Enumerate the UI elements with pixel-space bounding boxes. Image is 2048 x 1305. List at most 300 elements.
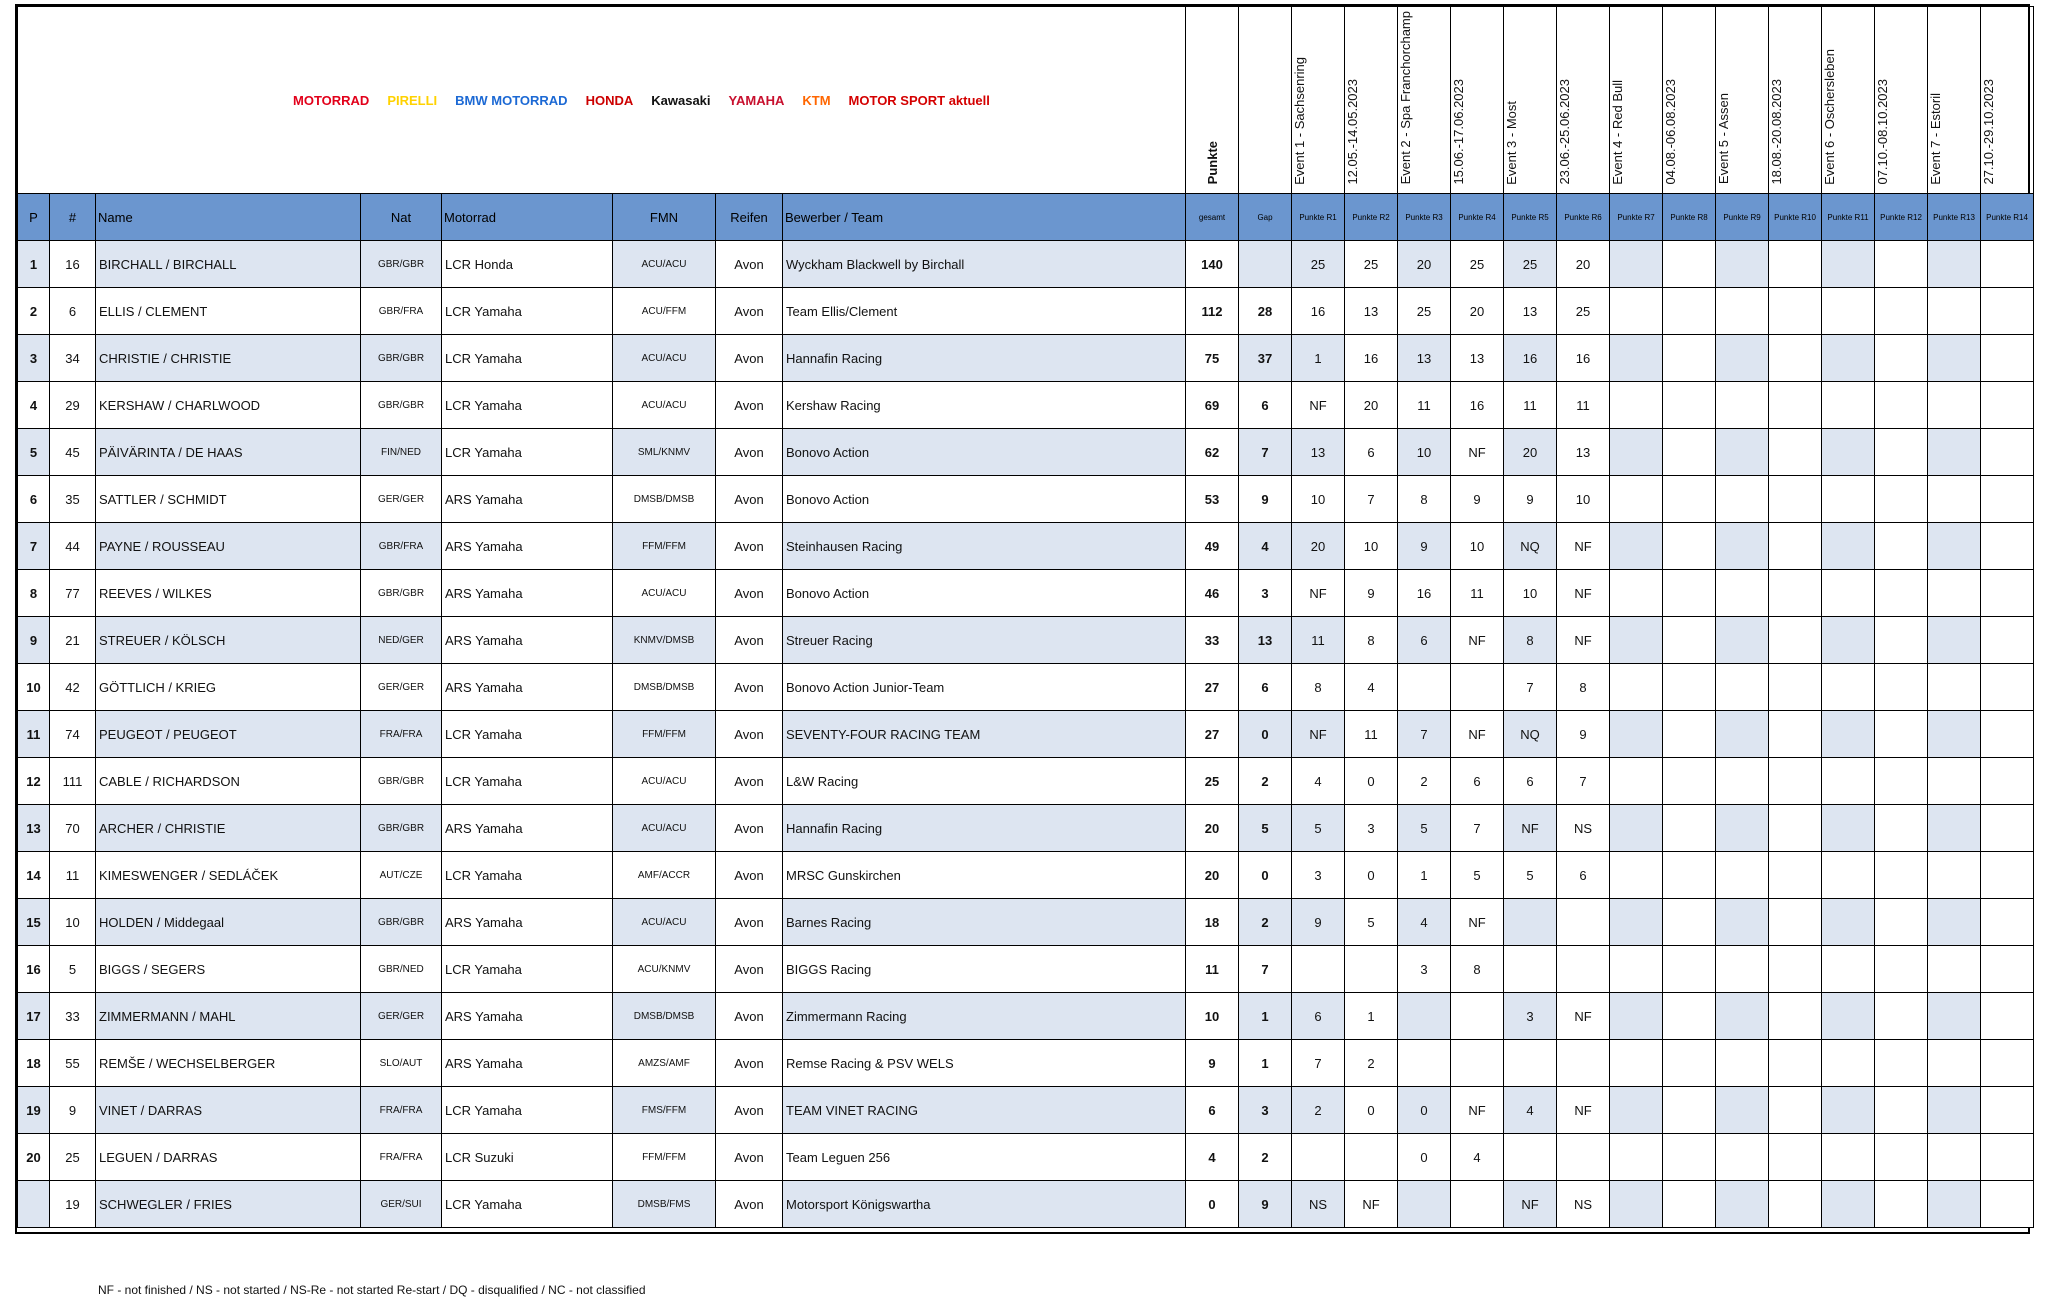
cell-p: 13 (18, 805, 50, 852)
table-row (18, 805, 2034, 852)
cell-team: MRSC Gunskirchen (783, 852, 1186, 899)
cell-nat: GER/SUI (361, 1181, 442, 1228)
cell-race-4: 4 (1451, 1134, 1504, 1181)
cell-race-7 (1610, 993, 1663, 1040)
cell-p: 10 (18, 664, 50, 711)
cell-nat: GER/GER (361, 476, 442, 523)
cell-p: 12 (18, 758, 50, 805)
cell-team: Remse Racing & PSV WELS (783, 1040, 1186, 1087)
cell-race-9 (1716, 335, 1769, 382)
cell-race-4: 13 (1451, 335, 1504, 382)
cell-race-7 (1610, 758, 1663, 805)
sponsor-logo: MOTORRAD (293, 92, 370, 108)
cell-tyre: Avon (716, 1040, 783, 1087)
cell-num: 33 (50, 993, 96, 1040)
cell-nat: GBR/GBR (361, 335, 442, 382)
cell-race-5: NQ (1504, 523, 1557, 570)
cell-name: REEVES / WILKES (96, 570, 361, 617)
cell-total: 69 (1186, 382, 1239, 429)
col-gap: Gap (1239, 194, 1292, 241)
cell-race-5: 9 (1504, 476, 1557, 523)
cell-race-14 (1981, 993, 2034, 1040)
cell-gap: 3 (1239, 570, 1292, 617)
cell-race-12 (1875, 523, 1928, 570)
cell-race-8 (1663, 852, 1716, 899)
cell-total: 62 (1186, 429, 1239, 476)
event-1-name: Event 1 - Sachsenring (1292, 7, 1345, 194)
cell-race-10 (1769, 946, 1822, 993)
cell-race-8 (1663, 288, 1716, 335)
col-race-10: Punkte R10 (1769, 194, 1822, 241)
cell-num: 44 (50, 523, 96, 570)
cell-num: 111 (50, 758, 96, 805)
cell-gap (1239, 241, 1292, 288)
cell-gap: 2 (1239, 1134, 1292, 1181)
cell-race-13 (1928, 241, 1981, 288)
cell-race-11 (1822, 288, 1875, 335)
cell-race-2 (1345, 1134, 1398, 1181)
cell-race-12 (1875, 335, 1928, 382)
cell-race-11 (1822, 241, 1875, 288)
cell-race-3: 25 (1398, 288, 1451, 335)
cell-race-12 (1875, 852, 1928, 899)
cell-race-14 (1981, 382, 2034, 429)
cell-race-1: NS (1292, 1181, 1345, 1228)
cell-name: KIMESWENGER / SEDLÁČEK (96, 852, 361, 899)
cell-name: HOLDEN / Middegaal (96, 899, 361, 946)
sponsor-logos (18, 7, 1186, 194)
cell-name: GÖTTLICH / KRIEG (96, 664, 361, 711)
cell-p: 15 (18, 899, 50, 946)
cell-gap: 7 (1239, 946, 1292, 993)
cell-race-2: 11 (1345, 711, 1398, 758)
cell-race-9 (1716, 711, 1769, 758)
col-fmn: FMN (613, 194, 716, 241)
cell-bike: LCR Yamaha (442, 758, 613, 805)
cell-fmn: ACU/ACU (613, 758, 716, 805)
cell-race-3: 9 (1398, 523, 1451, 570)
col-race-5: Punkte R5 (1504, 194, 1557, 241)
cell-nat: GBR/GBR (361, 805, 442, 852)
cell-race-13 (1928, 946, 1981, 993)
cell-name: KERSHAW / CHARLWOOD (96, 382, 361, 429)
cell-fmn: ACU/ACU (613, 335, 716, 382)
cell-p: 7 (18, 523, 50, 570)
cell-total: 6 (1186, 1087, 1239, 1134)
cell-race-1: 2 (1292, 1087, 1345, 1134)
cell-p: 9 (18, 617, 50, 664)
cell-race-2: 8 (1345, 617, 1398, 664)
cell-tyre: Avon (716, 288, 783, 335)
cell-bike: LCR Yamaha (442, 382, 613, 429)
cell-race-8 (1663, 946, 1716, 993)
cell-race-5: NF (1504, 1181, 1557, 1228)
cell-nat: NED/GER (361, 617, 442, 664)
cell-race-10 (1769, 852, 1822, 899)
event-4-name: Event 4 - Red Bull (1610, 7, 1663, 194)
cell-race-5: 4 (1504, 1087, 1557, 1134)
cell-race-1 (1292, 946, 1345, 993)
col-name: Name (96, 194, 361, 241)
cell-race-4: 10 (1451, 523, 1504, 570)
cell-race-13 (1928, 1181, 1981, 1228)
cell-race-7 (1610, 570, 1663, 617)
cell-nat: GBR/GBR (361, 382, 442, 429)
event-6-name: Event 6 - Oschersleben (1822, 7, 1875, 194)
cell-race-10 (1769, 993, 1822, 1040)
cell-p: 5 (18, 429, 50, 476)
cell-race-14 (1981, 899, 2034, 946)
cell-race-7 (1610, 335, 1663, 382)
cell-fmn: ACU/ACU (613, 570, 716, 617)
cell-race-10 (1769, 664, 1822, 711)
col-total: gesamt (1186, 194, 1239, 241)
cell-race-7 (1610, 852, 1663, 899)
cell-tyre: Avon (716, 993, 783, 1040)
cell-race-10 (1769, 1040, 1822, 1087)
cell-race-12 (1875, 1134, 1928, 1181)
cell-name: PAYNE / ROUSSEAU (96, 523, 361, 570)
cell-race-5 (1504, 899, 1557, 946)
cell-race-2: 16 (1345, 335, 1398, 382)
cell-nat: GBR/GBR (361, 758, 442, 805)
cell-team: Wyckham Blackwell by Birchall (783, 241, 1186, 288)
cell-race-6: 8 (1557, 664, 1610, 711)
cell-race-11 (1822, 1040, 1875, 1087)
cell-race-3: 4 (1398, 899, 1451, 946)
cell-fmn: SML/KNMV (613, 429, 716, 476)
cell-race-14 (1981, 1087, 2034, 1134)
cell-race-2: 20 (1345, 382, 1398, 429)
cell-race-1: 6 (1292, 993, 1345, 1040)
event-7-date: 27.10.-29.10.2023 (1981, 7, 2034, 194)
cell-tyre: Avon (716, 1087, 783, 1134)
cell-race-13 (1928, 335, 1981, 382)
cell-race-10 (1769, 523, 1822, 570)
cell-race-11 (1822, 852, 1875, 899)
cell-gap: 5 (1239, 805, 1292, 852)
event-5-date: 18.08.-20.08.2023 (1769, 7, 1822, 194)
cell-fmn: FFM/FFM (613, 1134, 716, 1181)
cell-race-4: 20 (1451, 288, 1504, 335)
cell-race-1: 9 (1292, 899, 1345, 946)
cell-num: 11 (50, 852, 96, 899)
cell-fmn: ACU/FFM (613, 288, 716, 335)
cell-num: 35 (50, 476, 96, 523)
cell-race-3 (1398, 1040, 1451, 1087)
cell-num: 70 (50, 805, 96, 852)
cell-nat: GBR/NED (361, 946, 442, 993)
cell-race-7 (1610, 1181, 1663, 1228)
cell-race-13 (1928, 429, 1981, 476)
col-race-6: Punkte R6 (1557, 194, 1610, 241)
cell-name: ZIMMERMANN / MAHL (96, 993, 361, 1040)
cell-race-3 (1398, 664, 1451, 711)
col-race-12: Punkte R12 (1875, 194, 1928, 241)
punkte-header: Punkte (1186, 7, 1239, 194)
cell-race-11 (1822, 570, 1875, 617)
cell-race-7 (1610, 805, 1663, 852)
cell-race-4 (1451, 1181, 1504, 1228)
cell-race-12 (1875, 758, 1928, 805)
cell-num: 16 (50, 241, 96, 288)
col-race-11: Punkte R11 (1822, 194, 1875, 241)
cell-p: 3 (18, 335, 50, 382)
cell-race-5: NQ (1504, 711, 1557, 758)
cell-race-14 (1981, 1134, 2034, 1181)
cell-bike: LCR Honda (442, 241, 613, 288)
cell-race-1 (1292, 1134, 1345, 1181)
cell-num: 34 (50, 335, 96, 382)
cell-race-9 (1716, 1087, 1769, 1134)
cell-race-11 (1822, 617, 1875, 664)
cell-race-11 (1822, 476, 1875, 523)
cell-gap: 2 (1239, 899, 1292, 946)
cell-race-7 (1610, 899, 1663, 946)
cell-race-10 (1769, 1134, 1822, 1181)
cell-race-9 (1716, 570, 1769, 617)
cell-tyre: Avon (716, 523, 783, 570)
cell-race-13 (1928, 1134, 1981, 1181)
cell-team: Bonovo Action (783, 429, 1186, 476)
col-race-8: Punkte R8 (1663, 194, 1716, 241)
cell-fmn: FFM/FFM (613, 711, 716, 758)
cell-race-6: 7 (1557, 758, 1610, 805)
cell-race-10 (1769, 335, 1822, 382)
cell-race-3: 5 (1398, 805, 1451, 852)
cell-gap: 1 (1239, 993, 1292, 1040)
cell-race-4: NF (1451, 617, 1504, 664)
cell-tyre: Avon (716, 946, 783, 993)
cell-race-10 (1769, 570, 1822, 617)
cell-team: BIGGS Racing (783, 946, 1186, 993)
cell-gap: 0 (1239, 711, 1292, 758)
cell-race-13 (1928, 664, 1981, 711)
cell-fmn: ACU/ACU (613, 382, 716, 429)
cell-team: L&W Racing (783, 758, 1186, 805)
cell-total: 33 (1186, 617, 1239, 664)
cell-race-13 (1928, 899, 1981, 946)
cell-race-3: 2 (1398, 758, 1451, 805)
cell-tyre: Avon (716, 335, 783, 382)
cell-race-7 (1610, 617, 1663, 664)
cell-total: 53 (1186, 476, 1239, 523)
table-row (18, 570, 2034, 617)
cell-race-14 (1981, 1040, 2034, 1087)
cell-team: Team Ellis/Clement (783, 288, 1186, 335)
cell-nat: GBR/FRA (361, 523, 442, 570)
cell-race-12 (1875, 664, 1928, 711)
cell-race-8 (1663, 711, 1716, 758)
standings-sheet (15, 4, 2030, 1234)
table-row (18, 429, 2034, 476)
cell-race-9 (1716, 241, 1769, 288)
cell-race-6: 25 (1557, 288, 1610, 335)
cell-total: 49 (1186, 523, 1239, 570)
cell-race-1: 8 (1292, 664, 1345, 711)
cell-tyre: Avon (716, 758, 783, 805)
cell-race-3: 0 (1398, 1087, 1451, 1134)
cell-num: 74 (50, 711, 96, 758)
cell-race-8 (1663, 476, 1716, 523)
cell-race-4 (1451, 993, 1504, 1040)
col-p: P (18, 194, 50, 241)
cell-p: 1 (18, 241, 50, 288)
cell-team: Hannafin Racing (783, 805, 1186, 852)
cell-race-14 (1981, 1181, 2034, 1228)
cell-race-6: 16 (1557, 335, 1610, 382)
cell-tyre: Avon (716, 664, 783, 711)
cell-num: 21 (50, 617, 96, 664)
cell-race-10 (1769, 429, 1822, 476)
cell-race-13 (1928, 758, 1981, 805)
event-2-name: Event 2 - Spa Franchorchamp (1398, 7, 1451, 194)
cell-race-8 (1663, 805, 1716, 852)
cell-race-2: 3 (1345, 805, 1398, 852)
cell-race-3: 3 (1398, 946, 1451, 993)
cell-fmn: AMZS/AMF (613, 1040, 716, 1087)
cell-race-10 (1769, 288, 1822, 335)
cell-fmn: DMSB/DMSB (613, 476, 716, 523)
cell-p: 20 (18, 1134, 50, 1181)
cell-num: 10 (50, 899, 96, 946)
column-header-row (18, 194, 2034, 241)
cell-gap: 6 (1239, 382, 1292, 429)
cell-nat: FIN/NED (361, 429, 442, 476)
cell-race-12 (1875, 241, 1928, 288)
cell-race-11 (1822, 335, 1875, 382)
sponsor-logo: PIRELLI (387, 92, 438, 108)
table-row (18, 617, 2034, 664)
cell-race-13 (1928, 523, 1981, 570)
cell-p (18, 1181, 50, 1228)
cell-race-14 (1981, 523, 2034, 570)
cell-race-1: 11 (1292, 617, 1345, 664)
cell-race-2: 13 (1345, 288, 1398, 335)
cell-fmn: DMSB/FMS (613, 1181, 716, 1228)
cell-team: TEAM VINET RACING (783, 1087, 1186, 1134)
cell-race-13 (1928, 288, 1981, 335)
cell-race-1: 3 (1292, 852, 1345, 899)
cell-bike: ARS Yamaha (442, 570, 613, 617)
col-race-2: Punkte R2 (1345, 194, 1398, 241)
cell-nat: GBR/GBR (361, 570, 442, 617)
cell-num: 9 (50, 1087, 96, 1134)
cell-total: 27 (1186, 711, 1239, 758)
cell-race-5 (1504, 1040, 1557, 1087)
cell-race-12 (1875, 711, 1928, 758)
cell-race-3: 13 (1398, 335, 1451, 382)
cell-race-1: 25 (1292, 241, 1345, 288)
sponsor-logo: YAMAHA (728, 92, 785, 108)
cell-p: 16 (18, 946, 50, 993)
cell-race-10 (1769, 476, 1822, 523)
cell-tyre: Avon (716, 241, 783, 288)
cell-race-14 (1981, 758, 2034, 805)
cell-race-6: NF (1557, 993, 1610, 1040)
table-row (18, 711, 2034, 758)
cell-race-4: 16 (1451, 382, 1504, 429)
cell-race-6: NS (1557, 805, 1610, 852)
cell-race-1: NF (1292, 711, 1345, 758)
cell-num: 5 (50, 946, 96, 993)
cell-total: 112 (1186, 288, 1239, 335)
cell-race-9 (1716, 758, 1769, 805)
table-row (18, 523, 2034, 570)
cell-num: 6 (50, 288, 96, 335)
cell-race-5: 13 (1504, 288, 1557, 335)
cell-race-11 (1822, 993, 1875, 1040)
cell-nat: GBR/GBR (361, 899, 442, 946)
cell-race-7 (1610, 946, 1663, 993)
cell-race-7 (1610, 1087, 1663, 1134)
cell-name: VINET / DARRAS (96, 1087, 361, 1134)
table-row (18, 1040, 2034, 1087)
cell-race-5: 20 (1504, 429, 1557, 476)
cell-race-5: 3 (1504, 993, 1557, 1040)
cell-race-10 (1769, 711, 1822, 758)
cell-race-1: 5 (1292, 805, 1345, 852)
cell-race-8 (1663, 523, 1716, 570)
cell-race-12 (1875, 1040, 1928, 1087)
table-row (18, 1134, 2034, 1181)
cell-tyre: Avon (716, 476, 783, 523)
cell-name: BIGGS / SEGERS (96, 946, 361, 993)
cell-race-3: 10 (1398, 429, 1451, 476)
cell-race-12 (1875, 617, 1928, 664)
cell-race-14 (1981, 288, 2034, 335)
cell-bike: ARS Yamaha (442, 476, 613, 523)
cell-name: CHRISTIE / CHRISTIE (96, 335, 361, 382)
cell-race-13 (1928, 993, 1981, 1040)
cell-race-4: 11 (1451, 570, 1504, 617)
cell-race-7 (1610, 1040, 1663, 1087)
cell-race-6 (1557, 946, 1610, 993)
cell-fmn: KNMV/DMSB (613, 617, 716, 664)
cell-p: 17 (18, 993, 50, 1040)
cell-race-8 (1663, 335, 1716, 382)
event-4-date: 04.08.-06.08.2023 (1663, 7, 1716, 194)
cell-race-9 (1716, 664, 1769, 711)
cell-tyre: Avon (716, 1181, 783, 1228)
cell-fmn: ACU/ACU (613, 899, 716, 946)
cell-race-12 (1875, 429, 1928, 476)
cell-team: Barnes Racing (783, 899, 1186, 946)
cell-total: 9 (1186, 1040, 1239, 1087)
table-row (18, 288, 2034, 335)
cell-name: STREUER / KÖLSCH (96, 617, 361, 664)
cell-race-12 (1875, 1181, 1928, 1228)
cell-race-4: 5 (1451, 852, 1504, 899)
cell-race-9 (1716, 993, 1769, 1040)
cell-num: 29 (50, 382, 96, 429)
cell-fmn: DMSB/DMSB (613, 993, 716, 1040)
cell-race-12 (1875, 946, 1928, 993)
cell-race-3: 0 (1398, 1134, 1451, 1181)
cell-race-13 (1928, 476, 1981, 523)
cell-name: REMŠE / WECHSELBERGER (96, 1040, 361, 1087)
cell-race-5: 11 (1504, 382, 1557, 429)
cell-race-14 (1981, 429, 2034, 476)
cell-bike: LCR Suzuki (442, 1134, 613, 1181)
cell-race-2: 2 (1345, 1040, 1398, 1087)
cell-team: Bonovo Action Junior-Team (783, 664, 1186, 711)
cell-race-2: NF (1345, 1181, 1398, 1228)
cell-race-5: NF (1504, 805, 1557, 852)
cell-race-13 (1928, 617, 1981, 664)
cell-race-14 (1981, 476, 2034, 523)
cell-race-10 (1769, 805, 1822, 852)
